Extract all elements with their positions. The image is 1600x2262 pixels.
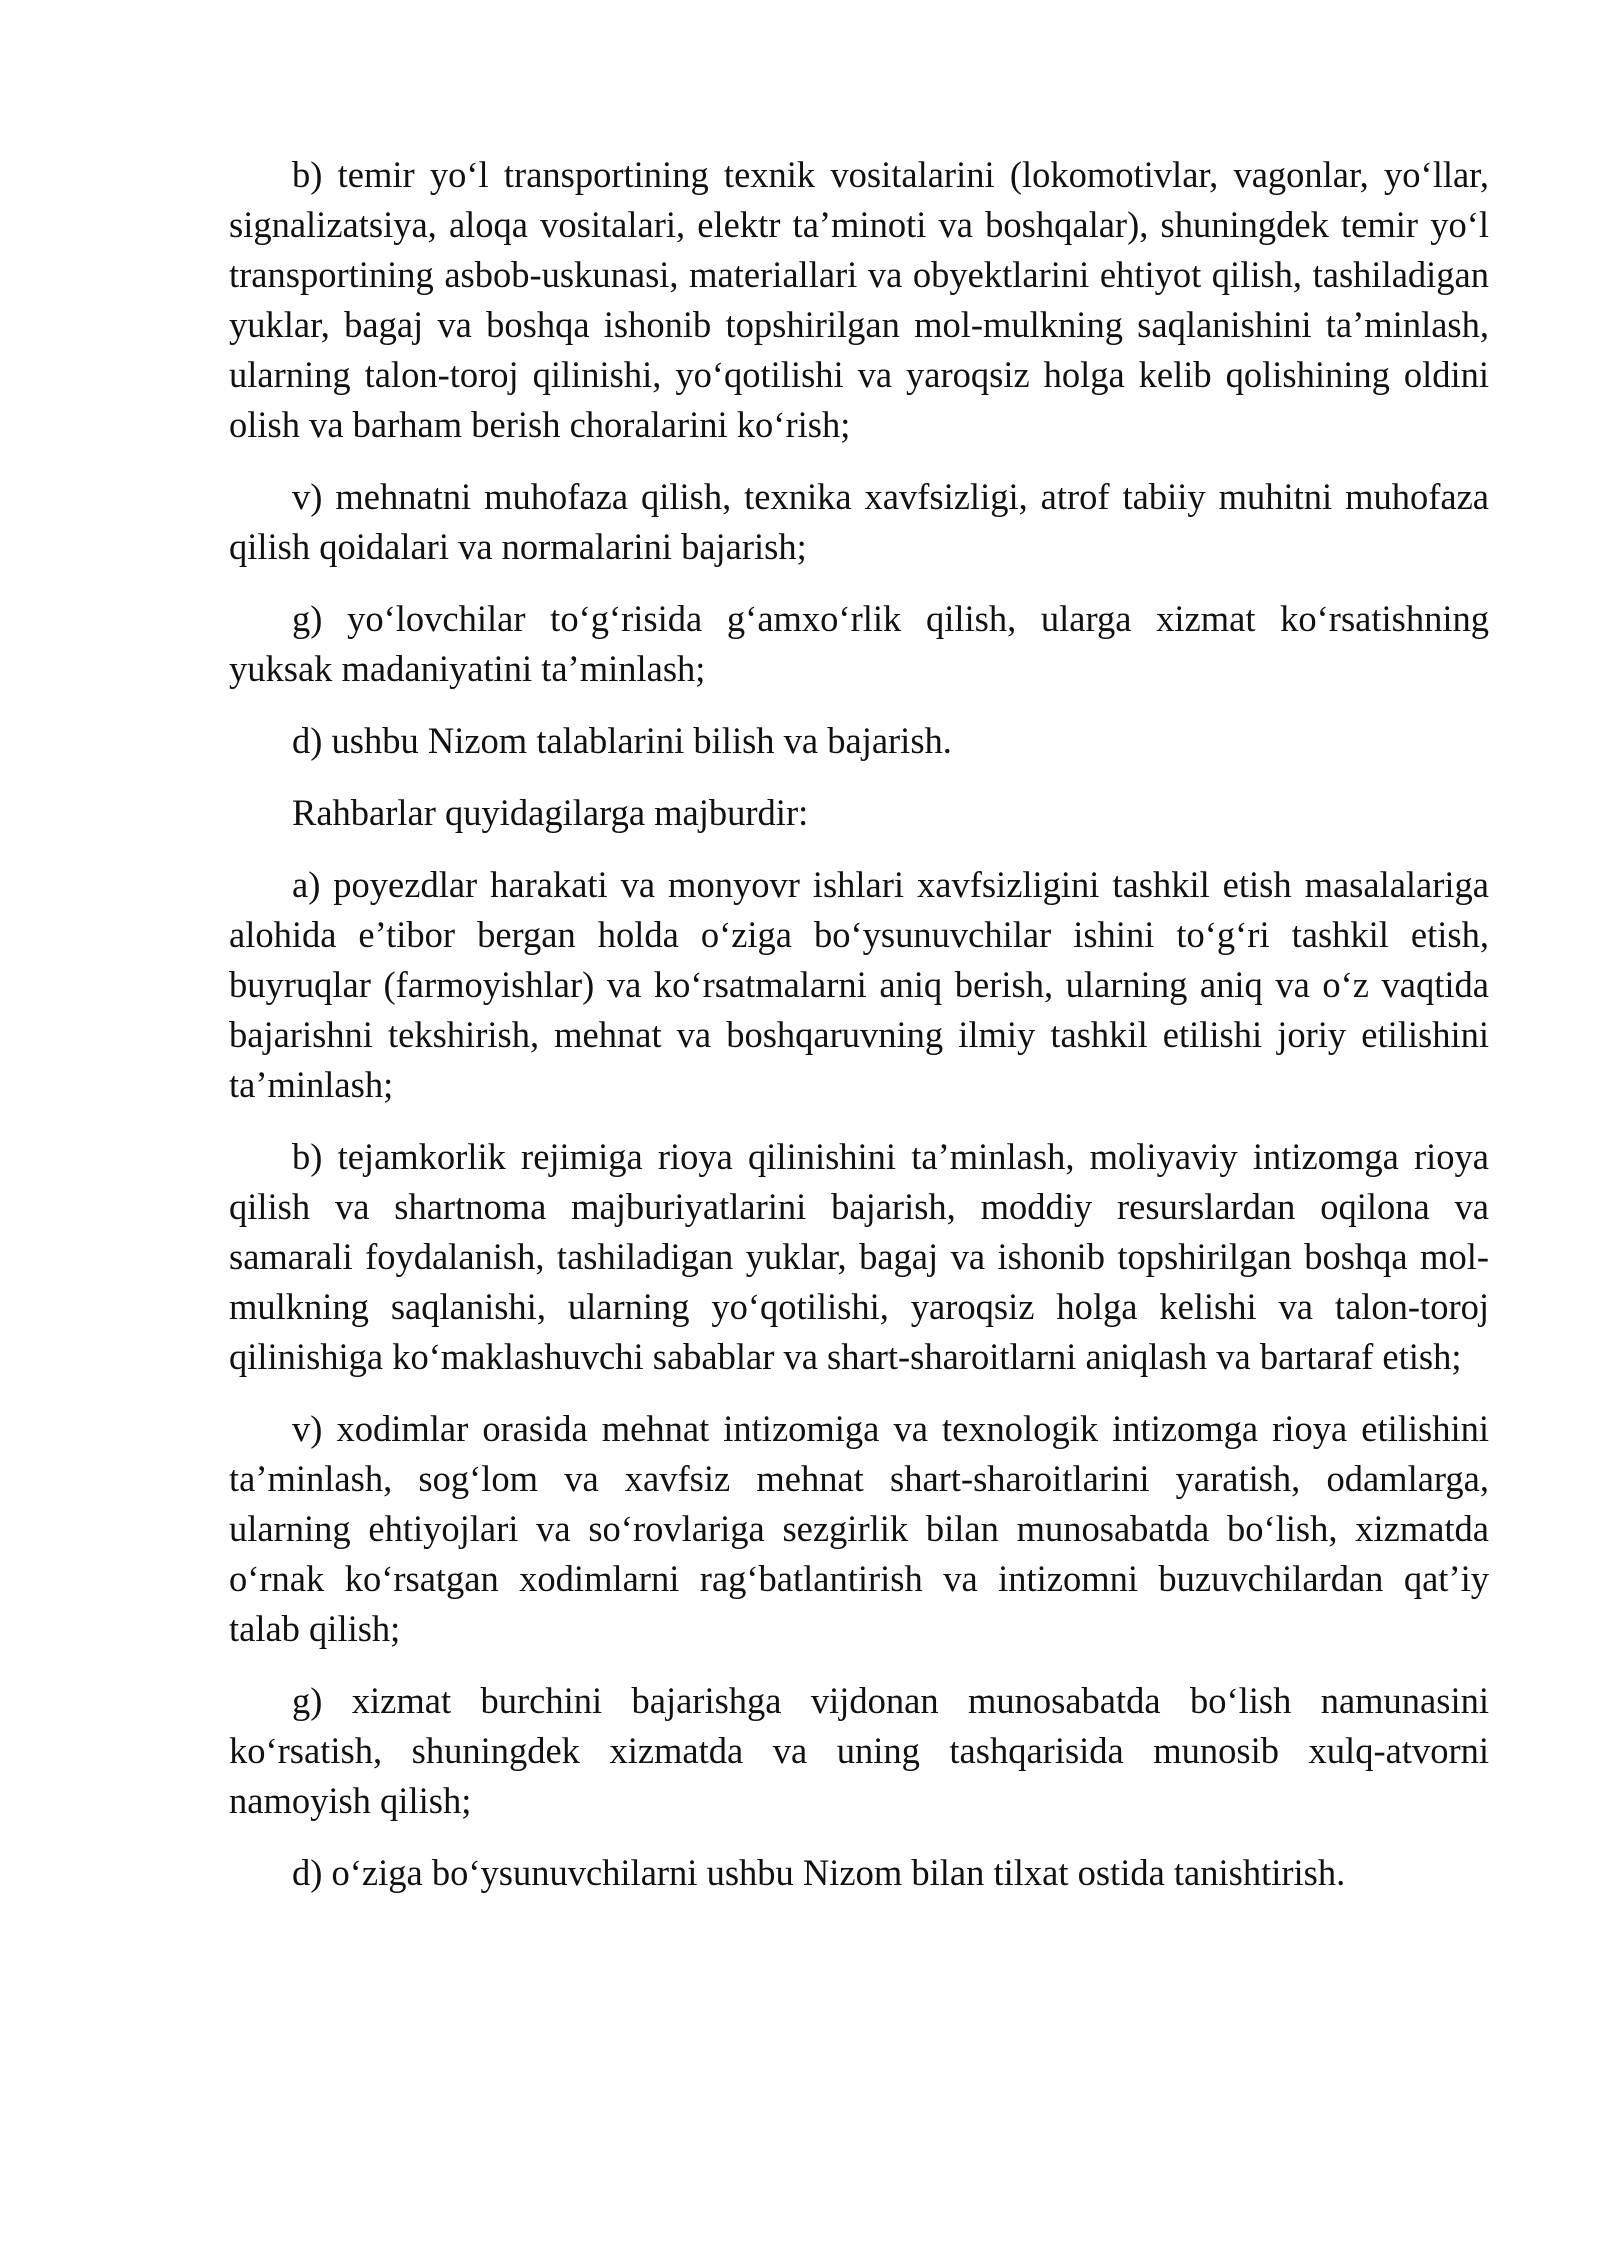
paragraph-v-discipline: v) xodimlar orasida mehnat intizomiga va texnologik intizomga rioya etilishini ta’minlash, sog‘lom va xavfsiz mehnat shart-sharoitlarini yaratish, odamlarga, ularning ehtiyojlari va so‘rovlariga sezgirlik bilan munosabatda bo‘lish, xizmatda o‘rnak ko‘rsatgan xodimlarni rag‘batlantirish va intizomni buzuvchilardan qat’iy talab qilish; [229,1408,1489,1649]
document-body [229,150,1489,1898]
paragraph-d-know-regulation: d) ushbu Nizom talablarini bilish va bajarish. [292,720,952,761]
paragraph-v-labor-protection: v) mehnatni muhofaza qilish, texnika xavfsizligi, atrof tabiiy muhitni muhofaza qilish qoidalari va normalarini bajarish; [229,476,1489,567]
paragraph-d-familiarize-subordinates: d) o‘ziga bo‘ysunuvchilarni ushbu Nizom bilan tilxat ostida tanishtirish. [292,1852,1346,1893]
paragraph-g-duty-example: g) xizmat burchini bajarishga vijdonan munosabatda bo‘lish namunasini ko‘rsatish, shuningdek xizmatda va uning tashqarisida munosib xulq-atvorni namoyish qilish; [229,1680,1489,1821]
paragraph-a-organize-work: a) poyezdlar harakati va monyovr ishlari xavfsizligini tashkil etish masalalariga alohida e’tibor bergan holda o‘ziga bo‘ysunuvchilar ishini to‘g‘ri tashkil etish, buyruqlar (farmoyishlar) va ko‘rsatmalarni aniq berish, ularning aniq va o‘z vaqtida bajarishni tekshirish, mehnat va boshqaruvning ilmiy tashkil etilishi joriy etilishini ta’minlash; [229,864,1489,1105]
paragraph-g-passenger-care: g) yo‘lovchilar to‘g‘risida g‘amxo‘rlik qilish, ularga xizmat ko‘rsatishning yuksak madaniyatini ta’minlash; [229,598,1489,689]
paragraph-b-technical-means: b) temir yo‘l transportining texnik vositalarini (lokomotivlar, vagonlar, yo‘llar, signalizatsiya, aloqa vositalari, elektr ta’minoti va boshqalar), shuningdek temir yo‘l transportining asbob-uskunasi, materiallari va obyektlarini ehtiyot qilish, tashiladigan yuklar, bagaj va boshqa ishonib topshirilgan mol-mulkning saqlanishini ta’minlash, ularning talon-toroj qilinishi, yo‘qotilishi va yaroqsiz holga kelib qolishining oldini olish va barham berish choralarini ko‘rish; [229,154,1489,445]
paragraph-b-economy-regime: b) tejamkorlik rejimiga rioya qilinishini ta’minlash, moliyaviy intizomga rioya qilish va shartnoma majburiyatlarini bajarish, moddiy resurslardan oqilona va samarali foydalanish, tashiladigan yuklar, bagaj va ishonib topshirilgan boshqa mol-mulkning saqlanishi, ularning yo‘qotilishi, yaroqsiz holga kelishi va talon-toroj qilinishiga ko‘maklashuvchi sabablar va shart-sharoitlarni aniqlash va bartaraf etish; [229,1136,1489,1377]
paragraph-leaders-obligations-heading: Rahbarlar quyidagilarga majburdir: [292,792,809,833]
